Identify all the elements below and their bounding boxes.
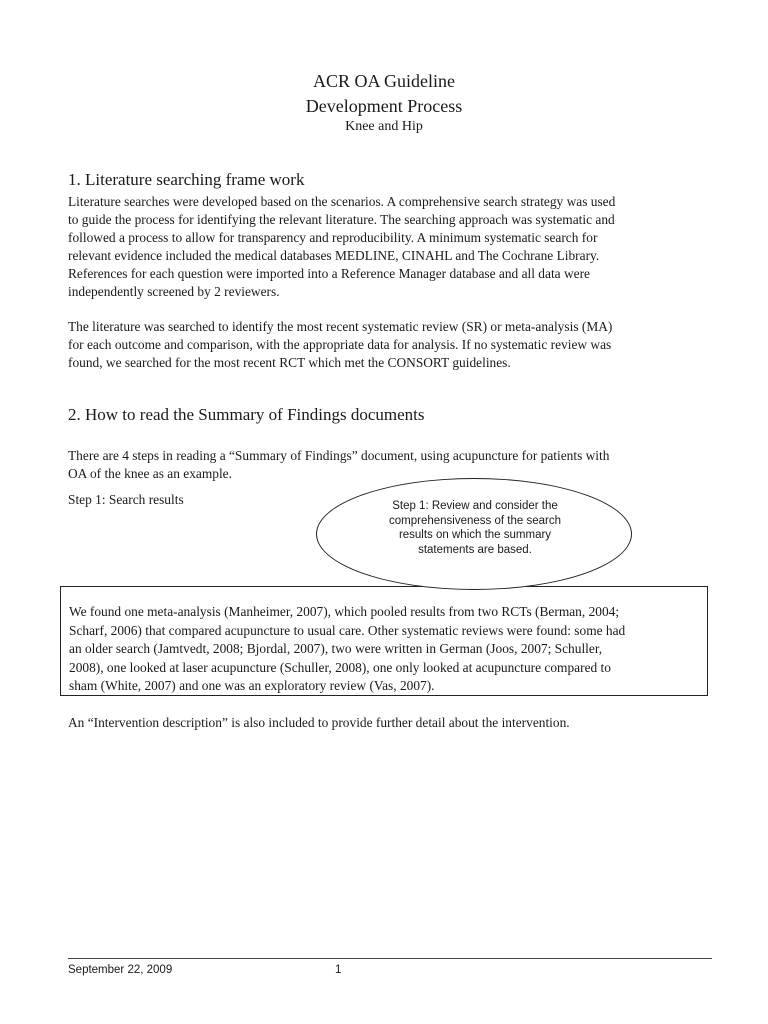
text-line: OA of the knee as an example. [68,466,232,481]
text-line: relevant evidence included the medical databases MEDLINE, CINAHL and The Cochrane Library. [68,248,600,263]
footer-page-number: 1 [335,964,342,976]
step-1-callout-text [369,499,581,557]
text-line: We found one meta-analysis (Manheimer, 2007), which pooled results from two RCTs (Berman, 2004; [69,604,620,619]
closing-sentence: An “Intervention description” is also included to provide further detail about the intervention. [68,715,570,730]
search-results-text [69,603,701,696]
document-title-line-2: Development Process [305,96,463,116]
text-line: Step 1: Review and consider the [392,500,558,512]
step-1-callout-ellipse [316,478,632,590]
step-1-label: Step 1: Search results [68,492,184,507]
text-line: The literature was searched to identify the most recent systematic review (SR) or meta-analysis (MA) [68,319,613,334]
text-line: found, we searched for the most recent RCT which met the CONSORT guidelines. [68,355,511,370]
text-line: comprehensiveness of the search [389,514,561,527]
text-line: Literature searches were developed based on the scenarios. A comprehensive search strategy was used [68,194,616,209]
text-line: for each outcome and comparison, with the appropriate data for analysis. If no systematic review was [68,337,612,352]
text-line: an older search (Jamtvedt, 2008; Bjordal, 2007), two were written in German (Joos, 2007; Schuller, [69,641,603,656]
document-subtitle: Knee and Hip [345,119,423,134]
text-line: statements are based. [418,543,532,556]
text-line: 2008), one looked at laser acupuncture (Schuller, 2008), one only looked at acupuncture compared to [69,659,611,675]
section-1-paragraph-1 [68,193,708,301]
text-line: There are 4 steps in reading a “Summary of Findings” document, using acupuncture for patients with [68,448,610,463]
text-line: sham (White, 2007) and one was an exploratory review (Vas, 2007). [69,678,435,693]
section-1-paragraph-2 [68,318,708,372]
section-1-heading: 1. Literature searching frame work [68,170,305,189]
document-title-line-1: ACR OA Guideline [313,71,455,91]
section-2-heading: 2. How to read the Summary of Findings documents [68,405,425,424]
text-line: independently screened by 2 reviewers. [68,284,280,299]
text-line: followed a process to allow for transparency and reproducibility. A minimum systematic search for [68,230,598,245]
footer-divider [68,958,712,959]
section-2-intro [68,447,708,483]
text-line: results on which the summary [398,529,552,541]
footer-date: September 22, 2009 [68,964,173,976]
text-line: to guide the process for identifying the relevant literature. The searching approach was systematic and [68,212,615,227]
search-results-box [60,586,708,696]
text-line: References for each question were imported into a Reference Manager database and all data were [68,266,590,281]
text-line: Scharf, 2006) that compared acupuncture to usual care. Other systematic reviews were found: some had [69,622,626,638]
